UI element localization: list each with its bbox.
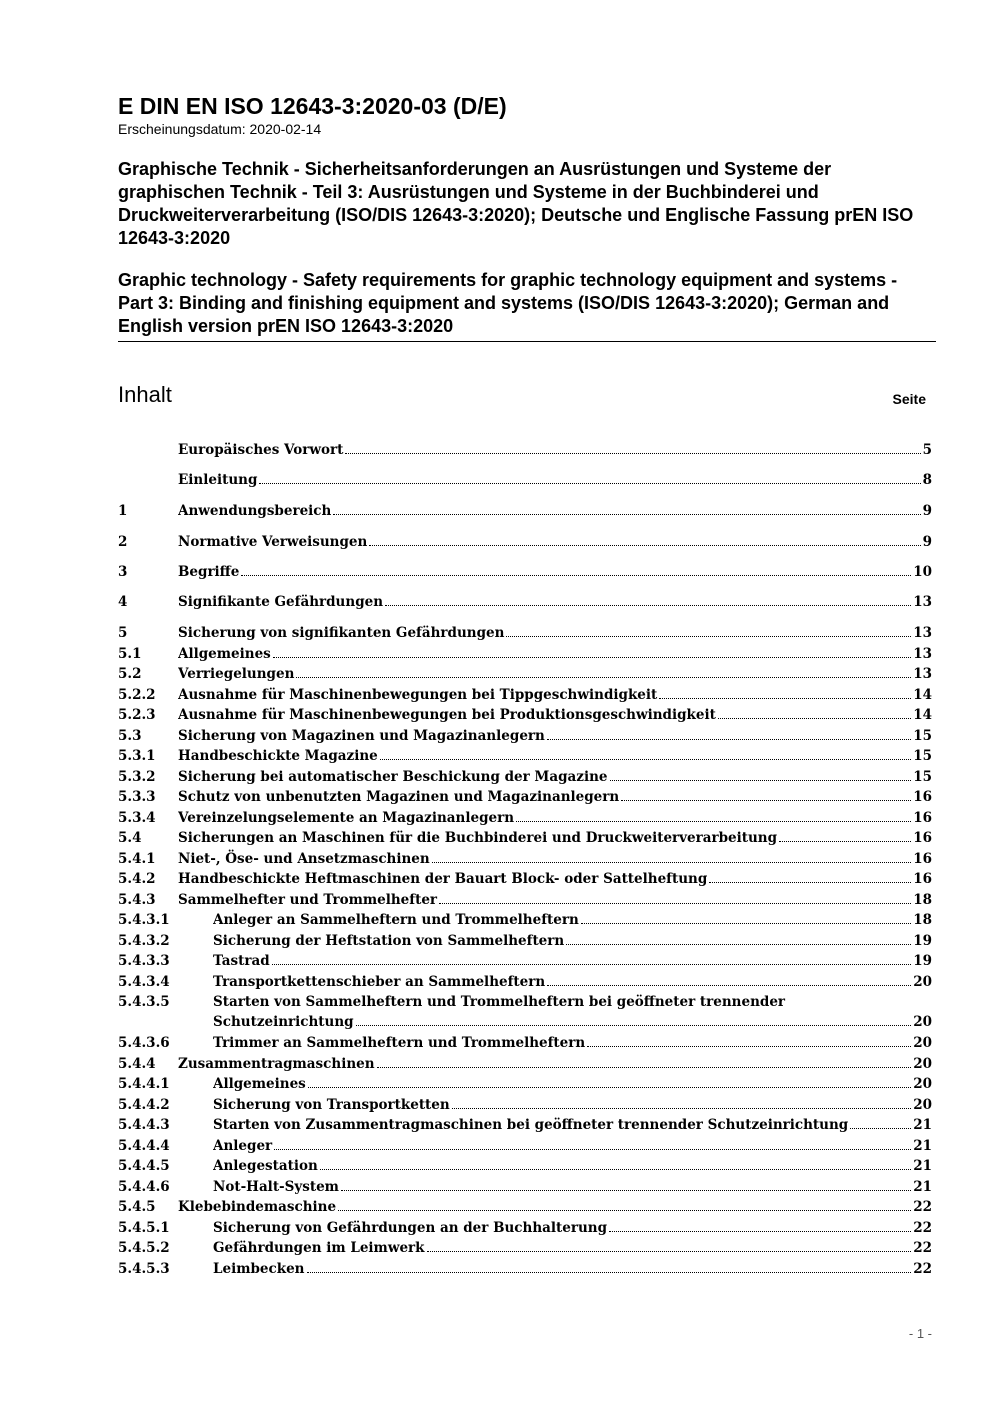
toc-entry-label: Allgemeines: [178, 646, 271, 662]
toc-entry-page: 14: [913, 707, 932, 723]
toc-entry[interactable]: [118, 910, 932, 930]
toc-entry-label-line: [213, 972, 932, 992]
toc-entry-label: Ausnahme für Maschinenbewegungen bei Produktionsgeschwindigkeit: [178, 707, 716, 723]
toc-entry[interactable]: [118, 849, 932, 869]
toc-leader-dots: [659, 685, 911, 699]
toc-leader-dots: [506, 623, 911, 637]
toc-entry-page: 16: [913, 810, 932, 826]
toc-entry[interactable]: [118, 931, 932, 951]
document-id: E DIN EN ISO 12643-3:2020-03 (D/E): [118, 93, 507, 119]
toc-entry-label-line: [178, 808, 932, 828]
toc-entry[interactable]: [118, 1238, 932, 1258]
toc-entry-label: Niet-, Öse- und Ansetzmaschinen: [178, 851, 430, 867]
toc-entry[interactable]: [118, 1054, 932, 1074]
toc-entry-page: 16: [913, 789, 932, 805]
toc-entry-label-continued: Schutzeinrichtung: [213, 1014, 354, 1030]
toc-entry-page: 13: [913, 594, 932, 610]
toc-entry-label: Einleitung: [178, 472, 258, 488]
toc-entry[interactable]: [118, 532, 932, 552]
toc-entry-label: Schutz von unbenutzten Magazinen und Magazinanlegern: [178, 789, 620, 805]
toc-entry-label: Anleger an Sammelheftern und Trommelheftern: [213, 912, 579, 928]
toc-leader-dots: [338, 1197, 911, 1211]
toc-entry[interactable]: [118, 890, 932, 910]
toc-entry-label: Begriffe: [178, 564, 240, 580]
title-german: Graphische Technik - Sicherheitsanforderungen an Ausrüstungen und Systeme der graphischen Technik - Teil 3: Ausrüstungen und Systeme in der Buchbinderei und Druckweiterverarbeitung (ISO/DIS 12643-3:2020); Deutsche und Englische Fassung prEN ISO 12643-3:2020: [118, 159, 914, 248]
toc-entry-number: 5.4.3.6: [118, 1035, 170, 1051]
toc-entry-page: 19: [913, 953, 932, 969]
toc-entry[interactable]: [118, 501, 932, 521]
toc-entry-label-line: [213, 931, 932, 951]
toc-entry[interactable]: [118, 726, 932, 746]
toc-entry[interactable]: [118, 951, 932, 971]
toc-entry[interactable]: [118, 644, 932, 664]
toc-entry-number: 5.4.1: [118, 851, 156, 867]
toc-entry[interactable]: [118, 562, 932, 582]
toc-entry-page: 18: [913, 912, 932, 928]
toc-leader-dots: [850, 1115, 911, 1129]
toc-entry-number: 5.4.4.5: [118, 1158, 170, 1174]
toc-entry-label-line: [213, 951, 932, 971]
toc-entry-page: 13: [913, 646, 932, 662]
toc-entry[interactable]: [118, 1033, 932, 1053]
toc-leader-dots: [779, 828, 911, 842]
toc-entry-label: Anwendungsbereich: [178, 503, 332, 519]
toc-entry-page: 5: [922, 442, 932, 458]
toc-entry[interactable]: [118, 1197, 932, 1217]
toc-entry-label: Allgemeines: [213, 1076, 306, 1092]
toc-entry-number: 5.4.4: [118, 1056, 156, 1072]
toc-entry-label-line: [213, 1136, 932, 1156]
toc-entry-label: Transportkettenschieber an Sammelheftern: [213, 974, 546, 990]
page-number: - 1 -: [908, 1326, 932, 1341]
toc-entry-label-line: [213, 1259, 932, 1279]
toc-entry[interactable]: [118, 470, 932, 490]
toc-entry-label: Sicherung der Heftstation von Sammelheftern: [213, 933, 565, 949]
toc-page-label: Seite: [892, 391, 926, 407]
toc-entry-label-line: [178, 664, 932, 684]
toc-entry-number: 5.2.3: [118, 707, 156, 723]
toc-entry[interactable]: [118, 787, 932, 807]
toc-leader-dots: [259, 470, 920, 484]
toc-leader-dots: [547, 972, 911, 986]
toc-entry[interactable]: [118, 1095, 932, 1115]
toc-leader-dots: [621, 787, 911, 801]
toc-entry-number: 5.3: [118, 728, 142, 744]
toc-entry-label-line: [213, 1177, 932, 1197]
toc-entry-label-line: [178, 828, 932, 848]
toc-entry-label: Starten von Zusammentragmaschinen bei geöffneter trennender Schutzeinrichtung: [213, 1117, 849, 1133]
toc-leader-dots: [341, 1177, 911, 1191]
toc-entry-label-line: [178, 562, 932, 582]
toc-entry-label: Gefährdungen im Leimwerk: [213, 1240, 425, 1256]
toc-entry-label-line: [178, 1054, 932, 1074]
toc-leader-dots: [296, 664, 911, 678]
toc-entry-page: 20: [913, 1014, 932, 1030]
toc-entry-page: 18: [913, 892, 932, 908]
toc-leader-dots: [308, 1074, 911, 1088]
toc-entry-continuation[interactable]: [118, 1012, 932, 1032]
toc-entry-number: 5.4.4.3: [118, 1117, 170, 1133]
toc-entry-page: 22: [913, 1199, 932, 1215]
toc-entry-label: Klebebindemaschine: [178, 1199, 337, 1215]
toc-leader-dots: [718, 705, 911, 719]
toc-leader-dots: [369, 532, 920, 546]
toc-leader-dots: [241, 562, 911, 576]
toc-entry-label: Leimbecken: [213, 1261, 305, 1277]
toc-leader-dots: [385, 592, 911, 606]
toc-entry-page: 15: [913, 728, 932, 744]
toc-leader-dots: [377, 1054, 912, 1068]
toc-entry[interactable]: [118, 1136, 932, 1156]
toc-entry-number: 5.4.5.3: [118, 1261, 170, 1277]
toc-leader-dots: [380, 746, 911, 760]
toc-entry-number: 5.4.4.4: [118, 1138, 170, 1154]
toc-entry-number: 5.4.2: [118, 871, 156, 887]
toc-entry-page: 8: [922, 472, 932, 488]
toc-entry-label-line: [178, 746, 932, 766]
toc-entry-number: 5.4: [118, 830, 142, 846]
toc-entry-label-line: [178, 869, 932, 889]
toc-entry[interactable]: [118, 767, 932, 787]
toc-entry-label: Vereinzelungselemente an Magazinanlegern: [178, 810, 515, 826]
toc-entry-label-line: [213, 1115, 932, 1135]
toc-entry-page: 21: [913, 1179, 932, 1195]
toc-leader-dots: [609, 1218, 911, 1232]
toc-entry-label: Sicherung von signifikanten Gefährdungen: [178, 625, 505, 641]
toc-entry-number: 5.4.4.1: [118, 1076, 170, 1092]
toc-entry[interactable]: [118, 1177, 932, 1197]
toc-entry-label: Handbeschickte Heftmaschinen der Bauart Block- oder Sattelheftung: [178, 871, 708, 887]
toc-leader-dots: [439, 890, 911, 904]
toc-entry[interactable]: [118, 1074, 932, 1094]
toc-leader-dots: [547, 726, 911, 740]
title-english: Graphic technology - Safety requirements for graphic technology equipment and systems - Part 3: Binding and finishing equipment and systems (ISO/DIS 12643-3:2020); German and English version prEN ISO 12643-3:2020: [118, 269, 936, 342]
toc-entry-label-line: [213, 1218, 932, 1238]
toc-entry-label: Europäisches Vorwort: [178, 442, 344, 458]
toc-entry-label-line: [213, 1012, 932, 1032]
toc-entry-label-line: [213, 1033, 932, 1053]
toc-entry-label-line: [213, 1074, 932, 1094]
toc-entry-label: Trimmer an Sammelheftern und Trommelheftern: [213, 1035, 586, 1051]
toc-entry-number: 5.4.3: [118, 892, 156, 908]
toc-entry[interactable]: [118, 664, 932, 684]
toc-leader-dots: [333, 501, 920, 515]
toc-entry-page: 13: [913, 625, 932, 641]
toc-entry-number: 5.2.2: [118, 687, 156, 703]
toc-entry[interactable]: [118, 869, 932, 889]
toc-entry-page: 15: [913, 769, 932, 785]
toc-entry-label-line: [178, 592, 932, 612]
toc-entry-label-line: [178, 1197, 932, 1217]
toc-entry-page: 15: [913, 748, 932, 764]
toc-leader-dots: [427, 1238, 912, 1252]
toc-entry-page: 10: [913, 564, 932, 580]
toc-leader-dots: [566, 931, 911, 945]
toc-entry-number: 5.3.4: [118, 810, 156, 826]
toc-entry-label: Verriegelungen: [178, 666, 295, 682]
toc-entry-number: [118, 440, 178, 460]
toc-entry-number: 5.4.4.2: [118, 1097, 170, 1113]
toc-entry-label-line: [178, 726, 932, 746]
toc-entry[interactable]: [118, 1259, 932, 1279]
toc-leader-dots: [432, 849, 911, 863]
toc-entry[interactable]: [118, 592, 932, 612]
toc-entry-label-line: [213, 910, 932, 930]
toc-entry-page: 13: [913, 666, 932, 682]
toc-entry-page: 9: [922, 534, 932, 550]
toc-leader-dots: [516, 808, 911, 822]
toc-entry-number: 3: [118, 564, 128, 580]
toc-leader-dots: [320, 1156, 911, 1170]
toc-entry-page: 16: [913, 851, 932, 867]
toc-entry-number: 5.4.3.1: [118, 912, 170, 928]
toc-leader-dots: [452, 1095, 912, 1109]
toc-entry-label: Normative Verweisungen: [178, 534, 368, 550]
toc-entry-label-line: [213, 1156, 932, 1176]
toc-entry-label-line: [178, 890, 932, 910]
toc-entry-page: 20: [913, 1076, 932, 1092]
toc-entry-page: 19: [913, 933, 932, 949]
toc-entry-label-line: [178, 440, 932, 460]
toc-entry-page: 22: [913, 1240, 932, 1256]
toc-entry-label: Sicherungen an Maschinen für die Buchbinderei und Druckweiterverarbeitung: [178, 830, 778, 846]
toc-leader-dots: [345, 440, 920, 454]
toc-entry[interactable]: [118, 746, 932, 766]
toc-entry-page: 16: [913, 830, 932, 846]
toc-entry-label-line: [178, 532, 932, 552]
toc-entry-label-line: [178, 705, 932, 725]
toc-entry-label-line: [178, 787, 932, 807]
toc-entry-label-line: [178, 623, 932, 643]
toc-entry-label-line: [178, 644, 932, 664]
toc-leader-dots: [307, 1259, 912, 1273]
toc-entry-label: Signifikante Gefährdungen: [178, 594, 384, 610]
publication-date: Erscheinungsdatum: 2020-02-14: [118, 121, 322, 137]
toc-entry[interactable]: [118, 1156, 932, 1176]
toc-entry-number: 5.4.4.6: [118, 1179, 170, 1195]
toc-entry-label: Anleger: [213, 1138, 273, 1154]
toc-entry-label-line: [213, 992, 932, 1012]
toc-leader-dots: [581, 910, 911, 924]
toc-entry-page: 21: [913, 1138, 932, 1154]
toc-leader-dots: [587, 1033, 911, 1047]
toc-entry-label-line: [213, 1238, 932, 1258]
toc-entry-label: Starten von Sammelheftern und Trommelheftern bei geöffneter trennender: [213, 994, 786, 1010]
toc-entry-label: Sicherung bei automatischer Beschickung der Magazine: [178, 769, 608, 785]
toc-entry-page: 21: [913, 1117, 932, 1133]
toc-entry-label: Tastrad: [213, 953, 270, 969]
toc-entry-label-line: [178, 767, 932, 787]
toc-entry-label: Zusammentragmaschinen: [178, 1056, 375, 1072]
toc-leader-dots: [610, 767, 912, 781]
toc-entry-number: 5.4.3.3: [118, 953, 170, 969]
toc-entry-number: 5.4.5.1: [118, 1220, 170, 1236]
toc-entry-label: Not-Halt-System: [213, 1179, 339, 1195]
toc-entry-label: Sicherung von Magazinen und Magazinanlegern: [178, 728, 545, 744]
toc-entry-page: 16: [913, 871, 932, 887]
toc-entry-number: 5.4.3.4: [118, 974, 170, 990]
toc-entry-page: 22: [913, 1261, 932, 1277]
toc-entry-label: Sammelhefter und Trommelhefter: [178, 892, 438, 908]
toc-leader-dots: [273, 644, 911, 658]
toc-entry[interactable]: [118, 685, 932, 705]
toc-leader-dots: [356, 1012, 912, 1026]
toc-entry[interactable]: [118, 1115, 932, 1135]
document-header: [118, 92, 936, 342]
toc-indent: [118, 1012, 213, 1032]
toc-entry-label-line: [213, 1095, 932, 1115]
toc-entry-number: 5.3.1: [118, 748, 156, 764]
toc-entry-label: Sicherung von Gefährdungen an der Buchhalterung: [213, 1220, 608, 1236]
toc-entry-number: 2: [118, 534, 128, 550]
toc-leader-dots: [274, 1136, 911, 1150]
toc-entry[interactable]: [118, 828, 932, 848]
toc-entry-number: 5.4.3.2: [118, 933, 170, 949]
toc-entry[interactable]: [118, 992, 932, 1012]
toc-leader-dots: [272, 951, 912, 965]
toc-entry-number: 5.4.3.5: [118, 994, 170, 1010]
toc-entry-number: 1: [118, 503, 128, 519]
toc-entry-number: 5: [118, 625, 128, 641]
toc-entry-number: 5.3.2: [118, 769, 156, 785]
toc-entry-page: 22: [913, 1220, 932, 1236]
toc-entry[interactable]: [118, 808, 932, 828]
toc-entry-page: 20: [913, 1056, 932, 1072]
toc-entry-label-line: [178, 849, 932, 869]
toc-entry-label: Handbeschickte Magazine: [178, 748, 378, 764]
toc-entry[interactable]: [118, 705, 932, 725]
toc-entry-page: 14: [913, 687, 932, 703]
toc-entry[interactable]: [118, 972, 932, 992]
toc-title: Inhalt: [118, 382, 172, 407]
toc-entry[interactable]: [118, 623, 932, 643]
toc-entry-label-line: [178, 470, 932, 490]
toc-leader-dots: [709, 869, 911, 883]
toc-entry-number: 5.4.5: [118, 1199, 156, 1215]
toc-entry-number: 5.1: [118, 646, 142, 662]
toc-entry-label-line: [178, 685, 932, 705]
toc-entry-label-line: [178, 501, 932, 521]
toc-entry-number: 5.4.5.2: [118, 1240, 170, 1256]
toc-entry-number: 5.2: [118, 666, 142, 682]
toc-entry-number: 4: [118, 594, 128, 610]
toc-entry-page: 20: [913, 1035, 932, 1051]
toc-entry-label: Ausnahme für Maschinenbewegungen bei Tippgeschwindigkeit: [178, 687, 658, 703]
toc-entry-page: 21: [913, 1158, 932, 1174]
toc-entry[interactable]: [118, 440, 932, 460]
toc-entry-label: Anlegestation: [213, 1158, 318, 1174]
toc-entry-label: Sicherung von Transportketten: [213, 1097, 450, 1113]
toc-entry[interactable]: [118, 1218, 932, 1238]
toc-entry-number: [118, 470, 178, 490]
toc-entry-page: 9: [922, 503, 932, 519]
toc-entry-page: 20: [913, 974, 932, 990]
toc-entry-number: 5.3.3: [118, 789, 156, 805]
toc-entry-page: 20: [913, 1097, 932, 1113]
